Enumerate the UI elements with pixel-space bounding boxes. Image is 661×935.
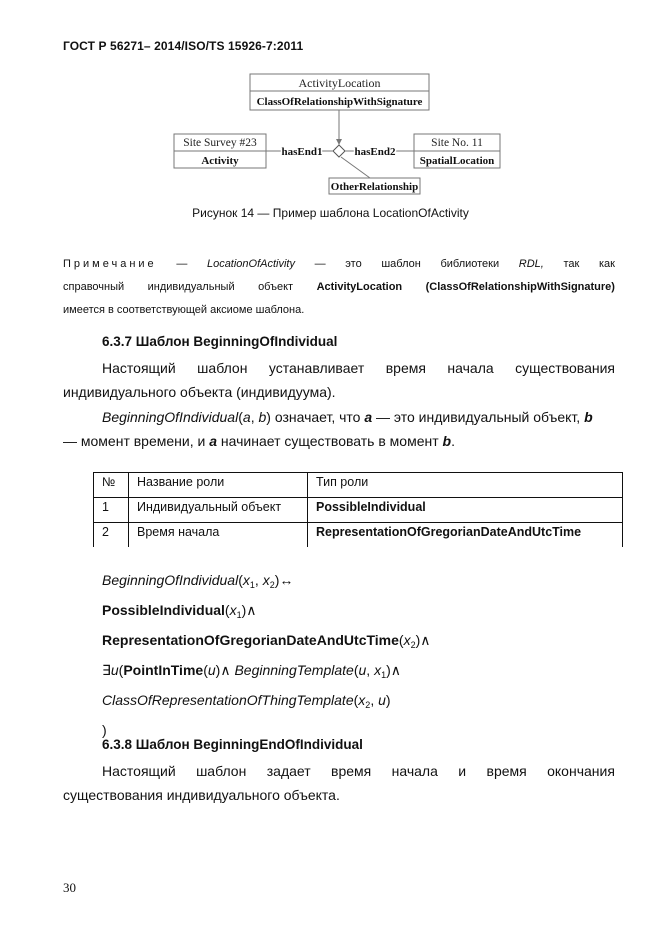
table-cell: Время начала <box>129 523 308 548</box>
figure-caption: Рисунок 14 — Пример шаблона LocationOfActivity <box>192 206 469 220</box>
para-line <box>63 759 615 783</box>
var-a: a <box>209 433 218 449</box>
roles-table <box>93 472 623 547</box>
operator: )∧ <box>415 632 431 648</box>
var-a: a <box>242 409 251 425</box>
note-line-3: имеется в соответствующей аксиоме шаблона. <box>63 304 305 316</box>
var-x: x <box>374 662 382 678</box>
text-seg: . <box>451 433 455 449</box>
formula-line-4: ∃u(PointInTime(u)∧ BeginningTemplate(u, $x_1)\wedge$ <box>102 662 402 680</box>
para-word: Настоящий <box>102 763 176 779</box>
para-word: устанавливает <box>268 360 365 376</box>
note-word: это <box>345 258 362 270</box>
para-line: существования индивидуального объекта. <box>63 787 340 803</box>
var-b: b <box>584 409 593 425</box>
subscript: 2 <box>365 700 371 710</box>
var-x: x <box>358 692 366 708</box>
bottom-edge <box>341 157 370 178</box>
table-header-cell: Название роли <box>129 473 308 498</box>
para-word: время <box>486 763 527 779</box>
para-line <box>63 405 615 429</box>
text-seg: — момент времени, и <box>63 433 210 449</box>
note-label: Примечание <box>63 258 157 270</box>
table-cell: RepresentationOfGregorianDateAndUtcTime <box>308 523 623 548</box>
para-word: задает <box>266 763 311 779</box>
para-word: время <box>331 763 372 779</box>
fn-name: BeginningOfIndividual <box>102 409 239 425</box>
note-word: (ClassOfRelationshipWithSignature) <box>425 281 615 293</box>
site-survey-type: Activity <box>201 155 239 167</box>
var-u: u <box>110 662 119 678</box>
table-cell: 1 <box>94 498 129 523</box>
subscript: 2 <box>269 580 275 590</box>
text-seg: ( <box>238 409 243 425</box>
table-header-cell: № <box>94 473 129 498</box>
fn-name: ClassOfRepresentationOfThingTemplate <box>102 692 354 708</box>
subscript: 1 <box>249 580 255 590</box>
note-word: библиотеки <box>440 258 500 270</box>
var-u: u <box>378 692 386 708</box>
var-a: a <box>364 409 373 425</box>
has-end2-label: hasEnd2 <box>354 146 396 158</box>
top-arrow-head <box>336 139 342 145</box>
para-word: и <box>458 763 467 779</box>
var-x: x <box>229 602 237 618</box>
var-b: b <box>442 433 452 449</box>
operator: ∃ <box>102 662 111 678</box>
para-word: существования <box>515 360 615 376</box>
fn-name: BeginningOfIndividual <box>102 572 239 588</box>
section-heading-638: 6.3.8 Шаблон BeginningEndOfIndividual <box>102 737 363 752</box>
fn-name: BeginningTemplate <box>234 662 354 678</box>
para-word: начала <box>391 763 438 779</box>
var-u: u <box>207 662 216 678</box>
subscript: 1 <box>381 670 387 680</box>
template-diagram <box>0 0 661 200</box>
site-survey-title: Site Survey #23 <box>183 137 257 149</box>
other-relationship-box <box>329 178 420 194</box>
subscript: 1 <box>236 610 242 620</box>
note-word: индивидуальный <box>147 281 235 293</box>
page-number: 30 <box>63 880 76 895</box>
table-header-cell: Тип роли <box>308 473 623 498</box>
note-word: справочный <box>63 281 125 293</box>
para-line <box>63 356 615 380</box>
note-word: ActivityLocation <box>316 281 403 293</box>
para-seg <box>102 405 593 429</box>
section-heading-637: 6.3.7 Шаблон BeginningOfIndividual <box>102 334 338 349</box>
site-no-type: SpatialLocation <box>419 155 495 167</box>
activity-location-box <box>250 74 429 110</box>
note-line-1 <box>63 253 615 276</box>
para-word: Настоящий <box>102 360 176 376</box>
para-word: шаблон <box>197 360 248 376</box>
note-line-2 <box>63 276 615 299</box>
operator: )↔ <box>274 572 294 588</box>
table-cell: PossibleIndividual <box>308 498 623 523</box>
has-end1-label: hasEnd1 <box>281 146 323 158</box>
formula-line-1: $BeginningOfIndividual(x_1$, $x_2)\leftrightarrow$ <box>102 572 294 590</box>
var-x: x <box>242 572 250 588</box>
para-word: окончания <box>547 763 615 779</box>
formula-line-3: $RepresentationOfGregorianDateAndUtcTime(x_2)\wedge$ <box>102 632 431 650</box>
operator: )∧ <box>386 662 402 678</box>
other-relationship-title: OtherRelationship <box>330 181 419 193</box>
note-word: так <box>563 258 580 270</box>
note-word: как <box>598 258 615 270</box>
var-u: u <box>358 662 367 678</box>
fn-name: PointInTime <box>123 662 204 678</box>
formula-line-6: ) <box>102 722 107 738</box>
section-638-para-1 <box>63 759 615 807</box>
formula-line-5: $ClassOfRepresentationOfThingTemplate(x_2$, u) <box>102 692 391 710</box>
axiom-formula <box>102 568 431 743</box>
text-seg: , <box>250 409 259 425</box>
para-word: время <box>385 360 426 376</box>
fn-name: RepresentationOfGregorianDateAndUtcTime <box>102 632 399 648</box>
operator: )∧ <box>215 662 235 678</box>
var-x: x <box>403 632 411 648</box>
note-word: объект <box>258 281 294 293</box>
site-survey-box <box>174 134 266 168</box>
var-x: x <box>262 572 270 588</box>
note-word: — <box>314 258 326 270</box>
activity-location-type: ClassOfRelationshipWithSignature <box>256 96 423 108</box>
table-cell: Индивидуальный объект <box>129 498 308 523</box>
formula-line-2: $PossibleIndividual(x_1)\wedge$ <box>102 602 257 620</box>
para-word: начала <box>447 360 494 376</box>
subscript: 2 <box>410 640 416 650</box>
var-b: b <box>258 409 267 425</box>
text-seg: — это индивидуальный объект, <box>372 409 585 425</box>
site-no-box <box>414 134 500 168</box>
relationship-diamond <box>333 145 345 157</box>
table-header-row <box>94 473 623 498</box>
para-line: индивидуального объекта (индивидуума). <box>63 384 336 400</box>
site-no-title: Site No. 11 <box>431 137 483 149</box>
document-header: ГОСТ Р 56271– 2014/ISO/TS 15926-7:2011 <box>63 39 304 53</box>
text-seg: начинает существовать в момент <box>217 433 443 449</box>
table-row <box>94 498 623 523</box>
note-word: LocationOfActivity <box>206 258 295 270</box>
table-row <box>94 523 623 548</box>
section-637-para-1 <box>63 356 615 404</box>
operator: )∧ <box>241 602 257 618</box>
note-dash: — <box>176 258 188 270</box>
fn-name: PossibleIndividual <box>102 602 225 618</box>
section-637-para-2 <box>63 405 615 453</box>
note-block <box>63 253 615 322</box>
para-line <box>63 429 615 453</box>
note-word: шаблон <box>381 258 421 270</box>
note-word: RDL, <box>518 258 544 270</box>
text-seg: ) означает, что <box>266 409 365 425</box>
para-word: шаблон <box>196 763 247 779</box>
table-cell: 2 <box>94 523 129 548</box>
activity-location-title: ActivityLocation <box>298 76 381 90</box>
